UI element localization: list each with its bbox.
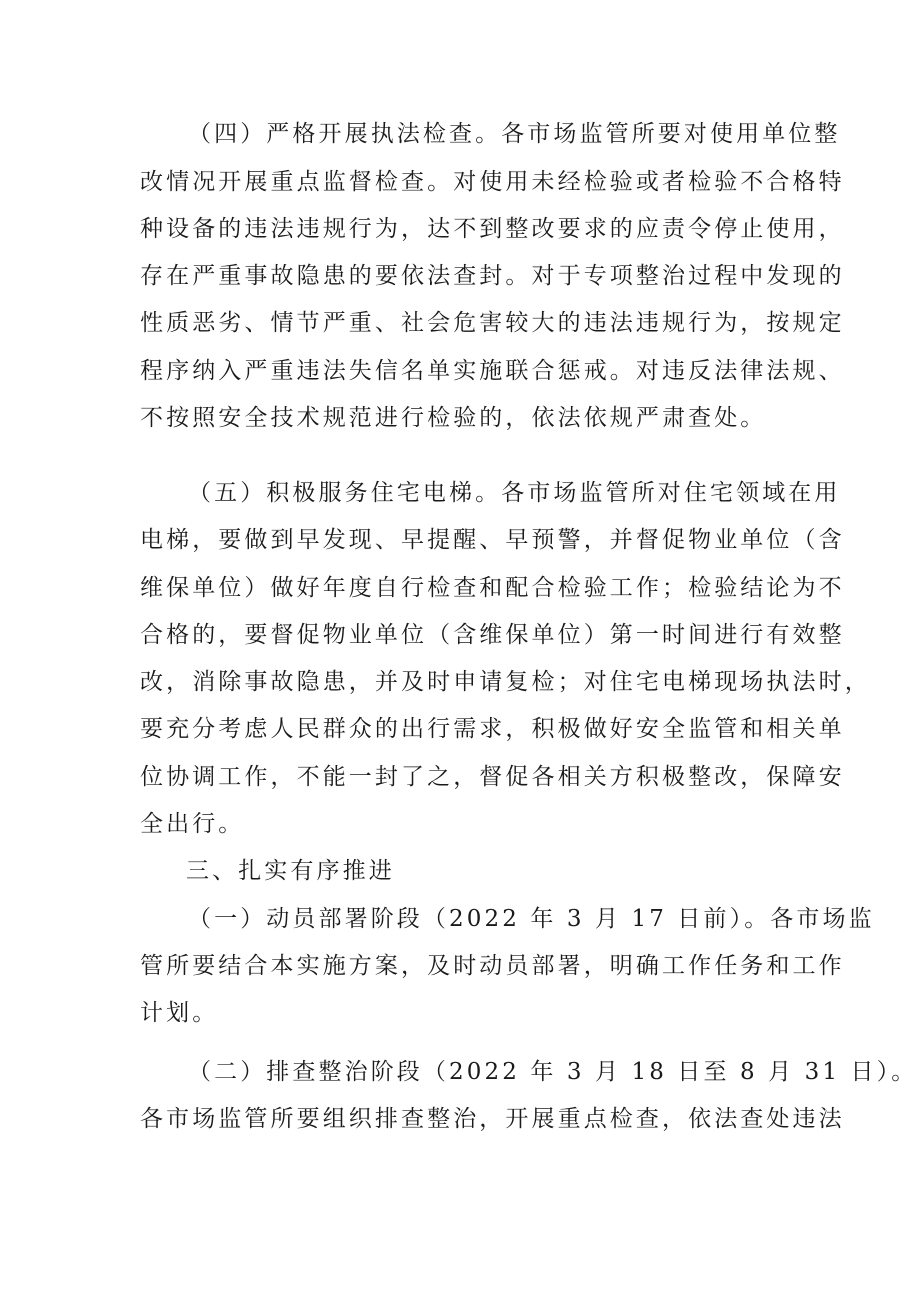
text-line: 改情况开展重点监督检查。对使用未经检验或者检验不合格特 — [140, 169, 845, 195]
text-line: 种设备的违法违规行为，达不到整改要求的应责令停止使用， — [140, 216, 845, 242]
text-line: 改，消除事故隐患，并及时申请复检；对住宅电梯现场执法时， — [140, 669, 871, 695]
section-heading: 三、扎实有序推进 — [186, 858, 395, 884]
text-line: 存在严重事故隐患的要依法查封。对于专项整治过程中发现的 — [140, 263, 845, 289]
text-line: 位协调工作，不能一封了之，督促各相关方积极整改，保障安 — [140, 764, 845, 790]
text-line: 程序纳入严重违法失信名单实施联合惩戒。对违反法律法规、 — [140, 358, 845, 384]
text-line: 不按照安全技术规范进行检验的，依法依规严肃查处。 — [140, 405, 767, 431]
text-line: （二）排查整治阶段（2022 年 3 月 18 日至 8 月 31 日）。 — [188, 1059, 918, 1085]
text-line: 性质恶劣、情节严重、社会危害较大的违法违规行为，按规定 — [140, 310, 845, 336]
text-line: 电梯，要做到早发现、早提醒、早预警，并督促物业单位（含 — [140, 527, 845, 553]
text-line: （一）动员部署阶段（2022 年 3 月 17 日前）。各市场监 — [188, 906, 875, 932]
text-line: 全出行。 — [140, 811, 245, 837]
text-line: 各市场监管所要组织排查整治，开展重点检查，依法查处违法 — [140, 1106, 845, 1132]
text-line: 维保单位）做好年度自行检查和配合检验工作；检验结论为不 — [140, 575, 845, 601]
text-line: 计划。 — [140, 1000, 219, 1026]
text-line: 管所要结合本实施方案，及时动员部署，明确工作任务和工作 — [140, 953, 845, 979]
text-line: 要充分考虑人民群众的出行需求，积极做好安全监管和相关单 — [140, 716, 845, 742]
text-line: （四）严格开展执法检查。各市场监管所要对使用单位整 — [188, 121, 841, 147]
text-line: 合格的，要督促物业单位（含维保单位）第一时间进行有效整 — [140, 622, 845, 648]
text-line: （五）积极服务住宅电梯。各市场监管所对住宅领域在用 — [188, 480, 841, 506]
